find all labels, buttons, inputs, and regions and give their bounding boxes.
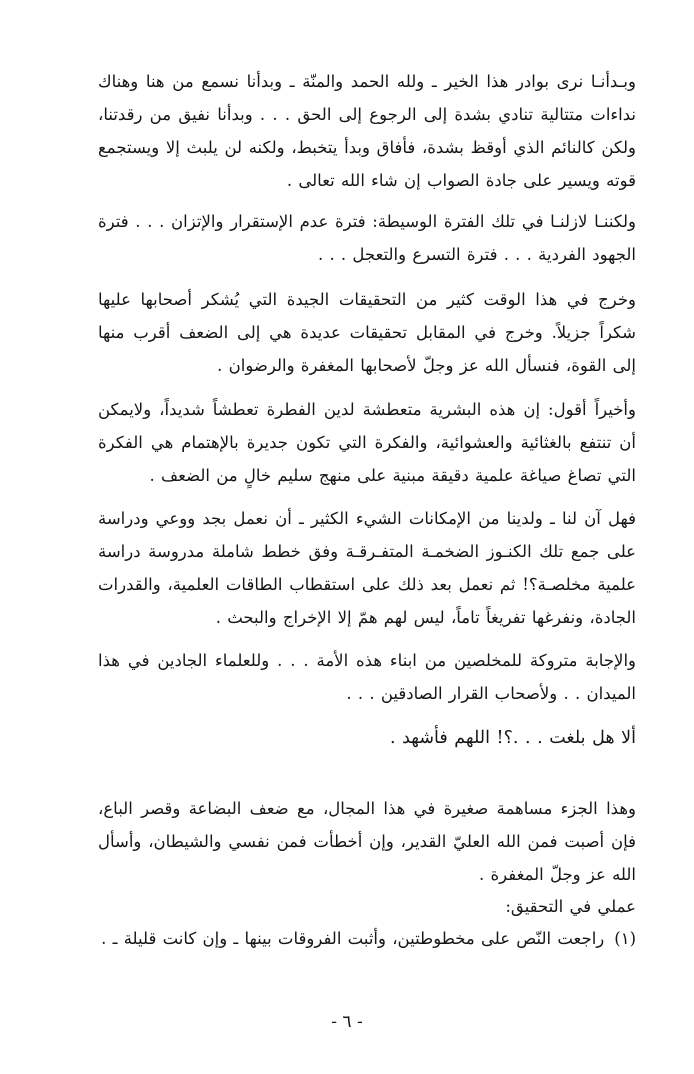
heading-text: عملي في التحقيق:	[505, 897, 636, 916]
paragraph-text: والإجابة متروكة للمخلصين من ابناء هذه الأمة . . . وللعلماء الجادين في هذا الميدان . . ولأصحاب القرار الصادقين . . .	[98, 651, 636, 703]
paragraph-text: وبـدأنـا نرى بوادر هذا الخير ـ ولله الحمد والمنّة ـ وبدأنا نسمع من هنا وهناك نداءات متتالية تنادي بشدة إلى الرجوع إلى الحق . . . وبدأنا نفيق من رقدتنا، ولكن كالنائم الذي أوقظ بشدة، فأفاق وبدأ يتخبط، ولكنه لن يلبث إلا ويستجمع قوته ويسير على جادة الصواب إن شاء الله تعالى .	[98, 72, 636, 190]
paragraph-6	[98, 644, 636, 710]
paragraph-8	[98, 792, 636, 891]
paragraph-3	[98, 283, 636, 382]
list-item-text: راجعت النّص على مخطوطتين، وأثبت الفروقات بينها ـ وإن كانت قليلة ـ .	[101, 929, 605, 948]
paragraph-5	[98, 502, 636, 634]
paragraph-7	[98, 722, 636, 755]
paragraph-text: ألا هل بلغت . . .؟! اللهم فأشهد .	[389, 728, 636, 748]
paragraph-4	[98, 393, 636, 492]
paragraph-text: ولكننـا لازلنـا في تلك الفترة الوسيطة: فترة عدم الإستقرار والإتزان . . . فترة الجهود الفردية . . . فترة التسرع والتعجل . . .	[98, 212, 636, 264]
paragraph-text: فهل آن لنا ـ ولدينا من الإمكانات الشيء الكثير ـ أن نعمل بجد ووعي ودراسة على جمع تلك الكنـوز الضخمـة المتفـرقـة وفق خطط شاملة مدروسة دراسة علمية مخلصـة؟! ثم نعمل بعد ذلك على استقطاب الطاقات العلمية، والقدرات الجادة، ونفرغها تفريغاً تاماً، ليس لهم همّ إلا الإخراج والبحث .	[98, 509, 636, 627]
list-item-number: (١)	[614, 929, 636, 948]
list-item	[60, 924, 636, 954]
paragraph-2	[98, 205, 636, 271]
paragraph-text: وخرج في هذا الوقت كثير من التحقيقات الجيدة التي يُشكر أصحابها عليها شكراً جزيلاً. وخرج في المقابل تحقيقات عديدة هي إلى الضعف أقرب منها إلى القوة، فنسأل الله عز وجلّ لأصحابها المغفرة والرضوان .	[98, 290, 636, 375]
paragraph-1	[98, 65, 636, 197]
page-number: - ٦ -	[331, 1012, 363, 1032]
section-heading	[98, 893, 636, 921]
paragraph-text: وأخيراً أقول: إن هذه البشرية متعطشة لدين الفطرة تعطشاً شديداً، ولايمكن أن تنتفع بالغثائية والعشوائية، والفكرة التي تكون جديرة بالإهتمام هي الفكرة التي تصاغ صياغة علمية دقيقة مبنية على منهج سليم خالٍ من الضعف .	[98, 400, 636, 485]
paragraph-text: وهذا الجزء مساهمة صغيرة في هذا المجال، مع ضعف البضاعة وقصر الباع، فإن أصبت فمن الله العليّ القدير، وإن أخطأت فمن نفسي والشيطان، وأسأل الله عز وجلّ المغفرة .	[98, 799, 636, 884]
list-item-row	[60, 924, 636, 954]
